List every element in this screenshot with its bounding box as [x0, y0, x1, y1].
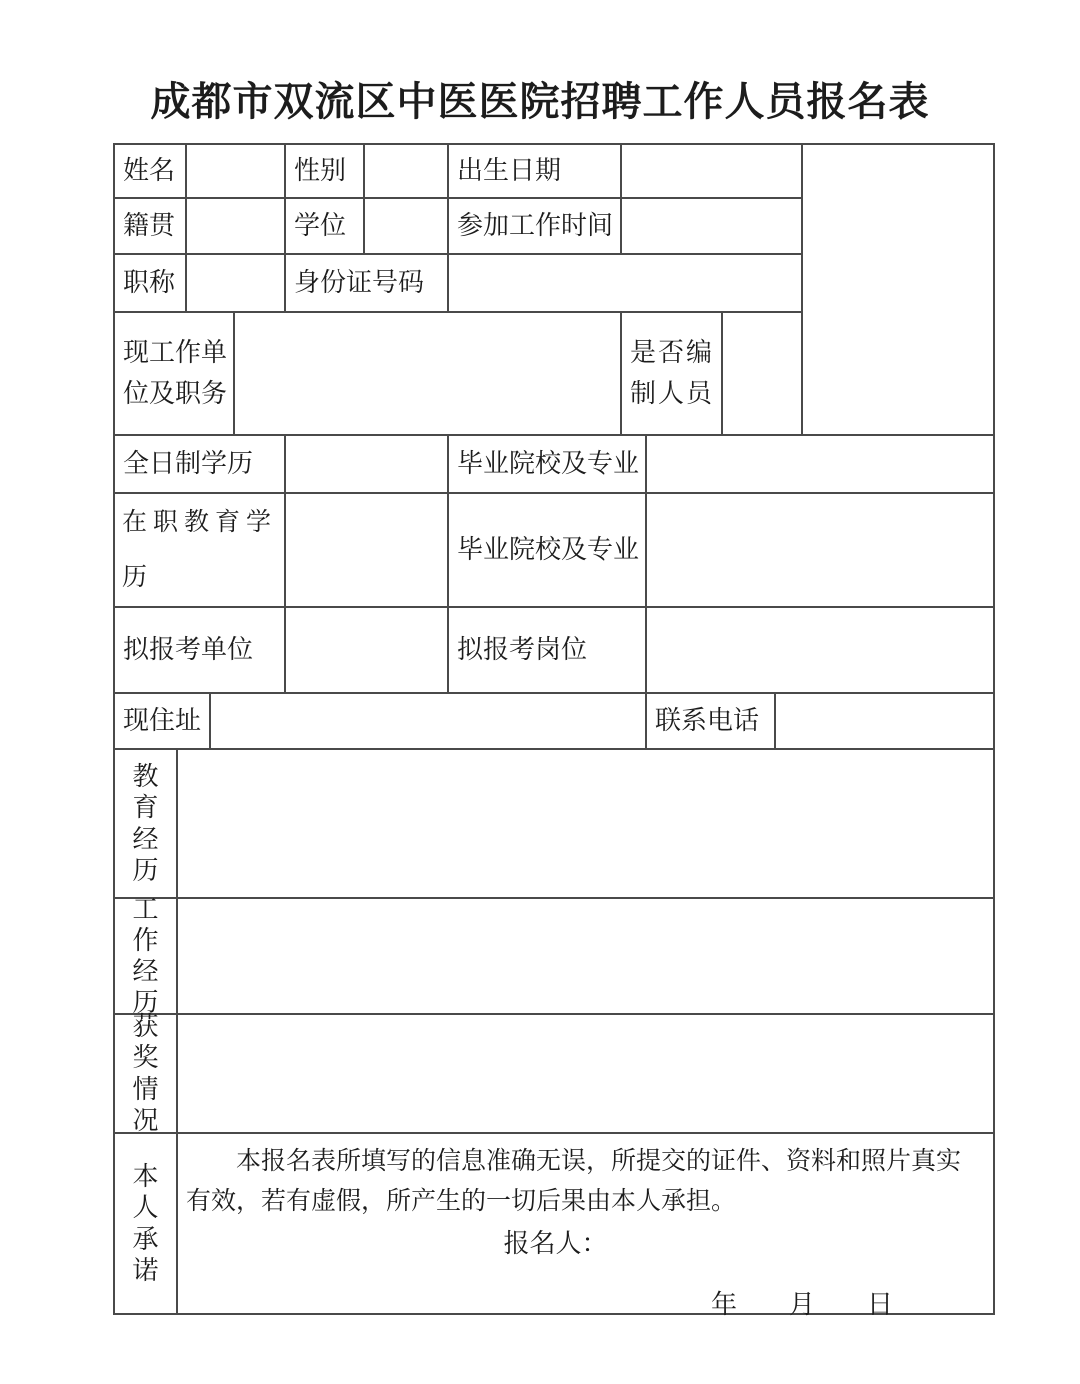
intended-unit-field[interactable]: [284, 606, 449, 694]
date-line: 年 月 日: [710, 1290, 893, 1320]
work-start-date-label: 参加工作时间: [447, 197, 622, 255]
native-place-field[interactable]: [185, 197, 286, 255]
current-address-field[interactable]: [209, 692, 647, 750]
awards-label-text: 获奖情况: [132, 1012, 159, 1135]
name-label: 姓名: [113, 143, 187, 199]
degree-field[interactable]: [363, 197, 449, 255]
work-history-label-text: 工作经历: [132, 894, 159, 1018]
applicant-signature-label: 报名人：: [503, 1229, 608, 1258]
intended-position-label: 拟报考岗位: [447, 606, 647, 694]
id-number-label: 身份证号码: [284, 253, 449, 313]
gender-label: 性别: [284, 143, 365, 199]
work-history-area[interactable]: [176, 897, 995, 1015]
intended-unit-label: 拟报考单位: [113, 606, 286, 694]
work-start-date-field[interactable]: [620, 197, 803, 255]
fulltime-school-major-field[interactable]: [645, 434, 995, 494]
native-place-label: 籍贯: [113, 197, 187, 255]
current-employer-label: 现工作单位及职务: [113, 311, 235, 436]
contact-phone-field[interactable]: [774, 692, 995, 750]
education-history-label: [113, 748, 178, 899]
fulltime-education-field[interactable]: [284, 434, 449, 494]
fulltime-education-label: 全日制学历: [113, 434, 286, 494]
birth-date-field[interactable]: [620, 143, 803, 199]
commitment-statement: 本报名表所填写的信息准确无误，所提交的证件、资料和照片真实有效，若有虚假，所产生的一切后果由本人承担。: [186, 1148, 962, 1215]
onjob-school-major-label: 毕业院校及专业: [447, 492, 647, 608]
gender-field[interactable]: [363, 143, 449, 199]
fulltime-school-major-label: 毕业院校及专业: [447, 434, 647, 494]
commitment-label: [113, 1132, 178, 1315]
professional-title-label: 职称: [113, 253, 187, 313]
form-title: 成都市双流区中医医院招聘工作人员报名表: [150, 79, 930, 124]
commitment-area: [176, 1132, 995, 1320]
onjob-school-major-field[interactable]: [645, 492, 995, 608]
professional-title-field[interactable]: [185, 253, 286, 313]
current-employer-field[interactable]: [233, 311, 622, 436]
birth-date-label: 出生日期: [447, 143, 622, 199]
intended-position-field[interactable]: [645, 606, 995, 694]
staffed-personnel-label: 是否编制人员: [620, 311, 723, 436]
awards-label: [113, 1013, 178, 1134]
onjob-education-field[interactable]: [284, 492, 449, 608]
awards-area[interactable]: [176, 1013, 995, 1134]
staffed-personnel-field[interactable]: [721, 311, 803, 436]
contact-phone-label: 联系电话: [645, 692, 776, 750]
degree-label: 学位: [284, 197, 365, 255]
commitment-label-text: 本人承诺: [132, 1162, 159, 1285]
onjob-education-label: 在职教育学历: [113, 492, 286, 608]
name-field[interactable]: [185, 143, 286, 199]
education-history-label-text: 教育经历: [132, 762, 159, 885]
current-address-label: 现住址: [113, 692, 211, 750]
id-number-field[interactable]: [447, 253, 803, 313]
form-table: [113, 143, 995, 1320]
education-history-area[interactable]: [176, 748, 995, 899]
photo-area[interactable]: [801, 143, 995, 436]
work-history-label: [113, 894, 178, 1018]
